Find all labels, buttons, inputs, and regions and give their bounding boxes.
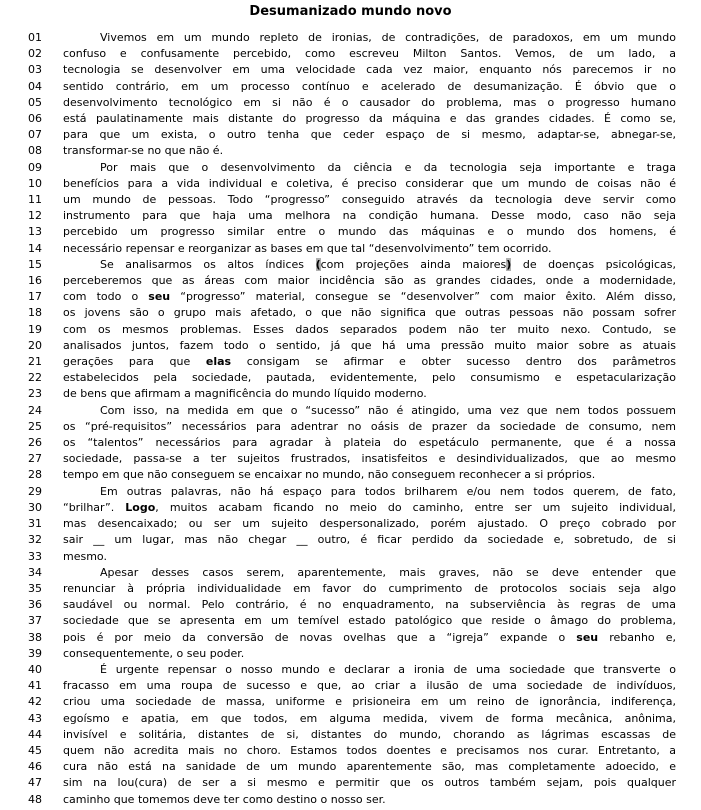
text-line	[0, 79, 701, 95]
text-segment: invisível e solitária, distantes de si, distantes do mundo, chorando as lágrimas escassas de	[63, 727, 676, 741]
line-number: 01	[28, 31, 42, 44]
text-line	[0, 338, 701, 354]
line-text	[63, 630, 676, 646]
line-number: 11	[28, 193, 42, 207]
line-number: 42	[28, 695, 42, 709]
line-number: 16	[28, 274, 42, 288]
line-number: 13	[28, 225, 42, 239]
line-text	[63, 241, 676, 257]
text-line	[0, 241, 701, 257]
line-text	[63, 727, 676, 743]
text-line	[0, 759, 701, 775]
text-line	[0, 305, 701, 321]
line-number: 40	[28, 662, 42, 676]
line-number: 18	[28, 306, 42, 320]
bold-text: seu	[148, 290, 171, 304]
text-line	[0, 435, 701, 451]
text-segment: benefícios para a vida individual e coletiva, é preciso considerar que um mundo de coisas não é	[63, 176, 676, 190]
text-segment: necessário repensar e reorganizar as bases em que tal “desenvolvimento” tem ocorrido.	[63, 241, 552, 255]
text-segment: tempo em que não conseguem se encaixar no mundo, não conseguem reconhecer a si próprios.	[63, 468, 596, 482]
text-line	[0, 613, 701, 629]
line-number: 19	[28, 322, 42, 336]
line-number: 21	[28, 355, 42, 369]
text-segment: mesmo.	[63, 549, 107, 563]
text-segment: os jovens são o grupo mais afetado, o que não significa que outras pessoas não possam sofrer	[63, 306, 676, 320]
text-segment: Apesar desses casos serem, aparentemente, mais graves, não se deve entender que	[100, 565, 676, 579]
text-segment: de bens que afirmam a magnificência do mundo líquido moderno.	[63, 387, 427, 401]
text-line	[0, 630, 701, 646]
line-text	[63, 192, 676, 208]
text-line	[0, 678, 701, 694]
text-line	[0, 403, 701, 419]
line-text	[63, 662, 676, 678]
text-segment: consigam se afirmar e obter sucesso dentro dos parâmetros	[231, 355, 676, 369]
text-segment: renunciar à própria individualidade em favor do cumprimento de protocolos sociais seja algo	[63, 581, 676, 595]
line-text	[63, 759, 676, 775]
text-line	[0, 386, 701, 402]
text-segment: Por mais que o desenvolvimento da ciência e da tecnologia seja importante e traga	[100, 160, 676, 174]
line-number: 48	[28, 792, 42, 806]
line-text	[63, 370, 676, 386]
line-number: 06	[28, 112, 42, 126]
line-number: 08	[28, 144, 42, 158]
line-text	[63, 403, 676, 419]
text-segment: analisados juntos, fazem todo o sentido, já que há uma pressão muito maior sobre as atuais	[63, 338, 676, 352]
line-number: 28	[28, 468, 42, 482]
line-text	[63, 208, 676, 224]
line-text	[63, 743, 676, 759]
line-text	[63, 451, 676, 467]
line-text	[63, 289, 676, 305]
text-segment: criou uma sociedade de massa, uniforme e prisioneira em um reino de ignorância, indiferença,	[63, 695, 676, 709]
line-text	[63, 143, 676, 159]
bold-text: seu	[576, 630, 599, 644]
line-number: 32	[28, 533, 42, 547]
line-number: 31	[28, 517, 42, 531]
text-line	[0, 467, 701, 483]
text-line	[0, 62, 701, 78]
text-line	[0, 111, 701, 127]
line-number: 03	[28, 63, 42, 77]
line-text	[63, 386, 676, 402]
line-text	[63, 678, 676, 694]
text-line	[0, 532, 701, 548]
line-text	[63, 646, 676, 662]
text-line	[0, 743, 701, 759]
text-segment: “brilhar”.	[63, 500, 126, 514]
text-segment: tecnologia se desenvolver em uma velocidade cada vez maior, enquanto nós parecemos ir no	[63, 63, 676, 77]
text-segment: , muitos acabam ficando no meio do caminho, entre ser um sujeito individual,	[155, 500, 676, 514]
line-number: 46	[28, 760, 42, 774]
text-segment: sociedade que se apresenta em um temível estado patológico que reside o âmago do problema,	[63, 614, 676, 628]
line-number: 26	[28, 436, 42, 450]
line-text	[63, 500, 676, 516]
line-text	[63, 305, 676, 321]
line-text	[63, 419, 676, 435]
line-text	[63, 322, 676, 338]
text-segment: confuso e confusamente percebido, como escreveu Milton Santos. Vemos, de um lado, a	[63, 47, 676, 61]
text-segment: É urgente repensar o nosso mundo e declarar a ironia de uma sociedade que transverte o	[100, 662, 676, 676]
line-text	[63, 160, 676, 176]
line-number: 37	[28, 614, 42, 628]
line-text	[63, 338, 676, 354]
text-line	[0, 143, 701, 159]
text-line	[0, 208, 701, 224]
text-line	[0, 224, 701, 240]
text-line	[0, 662, 701, 678]
line-text	[63, 711, 676, 727]
line-text	[63, 484, 676, 500]
line-number: 39	[28, 646, 42, 660]
line-text	[63, 95, 676, 111]
text-line	[0, 419, 701, 435]
line-text	[63, 79, 676, 95]
text-line	[0, 273, 701, 289]
text-segment: saudável ou normal. Pelo contrário, é no enquadramento, na subserviência às regras de uma	[63, 598, 676, 612]
text-line	[0, 127, 701, 143]
text-segment: sentido contrário, em um processo contínuo e acelerado de desumanização. É óbvio que o	[63, 79, 676, 93]
text-line	[0, 322, 701, 338]
line-text	[63, 62, 676, 78]
page-title: Desumanizado mundo novo	[249, 4, 452, 19]
line-number: 07	[28, 128, 42, 142]
text-segment: perceberemos que as áreas com maior incidência são as grandes cidades, onde a modernidade,	[63, 274, 676, 288]
line-text	[63, 224, 676, 240]
line-text	[63, 532, 676, 548]
text-segment: com projeções ainda maiores	[320, 257, 507, 271]
text-line	[0, 597, 701, 613]
line-number: 27	[28, 452, 42, 466]
line-text	[63, 565, 676, 581]
text-line	[0, 30, 701, 46]
text-line	[0, 581, 701, 597]
text-segment: sair __ um lugar, mas não chegar __ outro, é ficar perdido da sociedade e, sobretudo, de si	[63, 533, 676, 547]
text-segment: pois é por meio da conversão de novas ovelhas que a “igreja” expande o	[63, 630, 577, 644]
text-segment: Se analisarmos os altos índices	[100, 257, 316, 271]
line-number: 10	[28, 176, 42, 190]
text-segment: percebido um progresso similar entre o mundo das máquinas e o mundo dos homens, é	[63, 225, 676, 239]
text-segment: caminho que tomemos deve ter como destino o nosso ser.	[63, 792, 386, 806]
text-line	[0, 370, 701, 386]
line-number: 45	[28, 743, 42, 757]
line-text	[63, 111, 676, 127]
text-line	[0, 257, 701, 273]
text-line	[0, 354, 701, 370]
line-text	[63, 354, 676, 370]
text-segment: cura não está na sanidade de um mundo aparentemente são, mas completamente adoecido, e	[63, 760, 676, 774]
line-number: 47	[28, 776, 42, 790]
text-line	[0, 484, 701, 500]
text-line	[0, 192, 701, 208]
line-text	[63, 435, 676, 451]
text-line	[0, 289, 701, 305]
text-segment: sociedade, passa-se a ter sujeitos frustrados, insatisfeitos e desindividualizados, que ao mesmo	[63, 452, 676, 466]
line-number: 20	[28, 338, 42, 352]
text-line	[0, 160, 701, 176]
text-segment: transformar-se no que não é.	[63, 144, 224, 158]
text-segment: Vivemos em um mundo repleto de ironias, de contradições, de paradoxos, em um mundo	[100, 31, 676, 44]
text-segment: Em outras palavras, não há espaço para todos brilharem e/ou nem todos querem, de fato,	[100, 484, 676, 498]
line-number: 15	[28, 257, 42, 271]
line-text	[63, 775, 676, 791]
line-number: 25	[28, 419, 42, 433]
line-text	[63, 581, 676, 597]
text-line	[0, 711, 701, 727]
text-segment: sim na lou(cura) de ser a si mesmo e permitir que os outros também sejam, pois qualquer	[63, 776, 676, 790]
text-segment: consequentemente, o seu poder.	[63, 646, 245, 660]
line-number: 30	[28, 500, 42, 514]
highlighted-text: (	[315, 257, 321, 271]
line-number: 38	[28, 630, 42, 644]
text-line	[0, 95, 701, 111]
line-text	[63, 694, 676, 710]
line-text	[63, 597, 676, 613]
line-number: 22	[28, 371, 42, 385]
text-segment: egoísmo e apatia, em que todos, em alguma medida, vivem de forma mecânica, anônima,	[63, 711, 676, 725]
text-line	[0, 516, 701, 532]
text-line	[0, 775, 701, 791]
line-text	[63, 257, 676, 273]
line-number: 29	[28, 484, 42, 498]
line-text	[63, 30, 676, 46]
text-line	[0, 500, 701, 516]
text-segment: um mundo de pessoas. Todo “progresso” conseguido através da tecnologia deve servir como	[63, 193, 676, 207]
line-number: 34	[28, 565, 42, 579]
text-line	[0, 565, 701, 581]
text-line	[0, 549, 701, 565]
text-segment: os “talentos” necessários para agradar à plateia do espetáculo permanente, que é a nossa	[63, 436, 676, 450]
line-number: 12	[28, 209, 42, 223]
line-number: 33	[28, 549, 42, 563]
text-segment: mas desencaixado; ou ser um sujeito despersonalizado, porém ajustado. O preço cobrado por	[63, 517, 676, 531]
text-segment: rebanho e,	[598, 630, 676, 644]
text-line	[0, 46, 701, 62]
line-number: 05	[28, 95, 42, 109]
line-number: 24	[28, 403, 42, 417]
text-segment: está paulatinamente mais distante do progresso da máquina e das grandes cidades. É como se,	[63, 112, 676, 126]
line-number: 04	[28, 79, 42, 93]
line-number: 43	[28, 711, 42, 725]
line-text	[63, 792, 676, 808]
line-text	[63, 516, 676, 532]
text-segment: fracasso em uma roupa de sucesso e que, ao criar a ilusão de uma sociedade de indivíduos,	[63, 679, 676, 693]
line-text	[63, 549, 676, 565]
line-number: 17	[28, 290, 42, 304]
line-text	[63, 273, 676, 289]
line-text	[63, 176, 676, 192]
text-segment: instrumento para que haja uma melhora na condição humana. Desse modo, caso não seja	[63, 209, 676, 223]
line-number: 44	[28, 727, 42, 741]
text-segment: de doenças psicológicas,	[511, 257, 676, 271]
text-line	[0, 176, 701, 192]
line-text	[63, 127, 676, 143]
text-segment: estabelecidos pela sociedade, pautada, evidentemente, pelo consumismo e espetacularização	[63, 371, 676, 385]
line-number: 41	[28, 679, 42, 693]
text-segment: “progresso” material, consegue se “desenvolver” com maior êxito. Além disso,	[170, 290, 676, 304]
text-segment: com os mesmos problemas. Esses dados separados podem não ter muito nexo. Contudo, se	[63, 322, 676, 336]
line-number: 35	[28, 581, 42, 595]
line-number: 09	[28, 160, 42, 174]
text-body	[0, 30, 701, 808]
bold-text: Logo	[125, 500, 156, 514]
line-text	[63, 467, 676, 483]
text-segment: Com isso, na medida em que o “sucesso” não é atingido, uma vez que nem todos possuem	[100, 403, 676, 417]
highlighted-text: )	[506, 257, 512, 271]
line-number: 02	[28, 47, 42, 61]
text-segment: os “pré-requisitos” necessários para adentrar no oásis de prazer da sociedade de consumo, nem	[63, 419, 676, 433]
text-line	[0, 792, 701, 808]
text-line	[0, 727, 701, 743]
text-line	[0, 646, 701, 662]
line-number: 14	[28, 241, 42, 255]
text-line	[0, 451, 701, 467]
line-number: 36	[28, 598, 42, 612]
text-line	[0, 694, 701, 710]
line-number: 23	[28, 387, 42, 401]
bold-text: elas	[205, 355, 232, 369]
text-segment: gerações para que	[63, 355, 206, 369]
text-segment: com todo o	[63, 290, 149, 304]
text-segment: para que um exista, o outro tenha que ceder espaço de si mesmo, adaptar-se, abnegar-se,	[63, 128, 676, 142]
text-segment: quem não acredita mais no choro. Estamos todos doentes e precisamos nos curar. Entretanto, a	[63, 743, 676, 757]
text-segment: desenvolvimento tecnológico em si não é o causador do problema, mas o progresso humano	[63, 95, 676, 109]
line-text	[63, 46, 676, 62]
line-text	[63, 613, 676, 629]
